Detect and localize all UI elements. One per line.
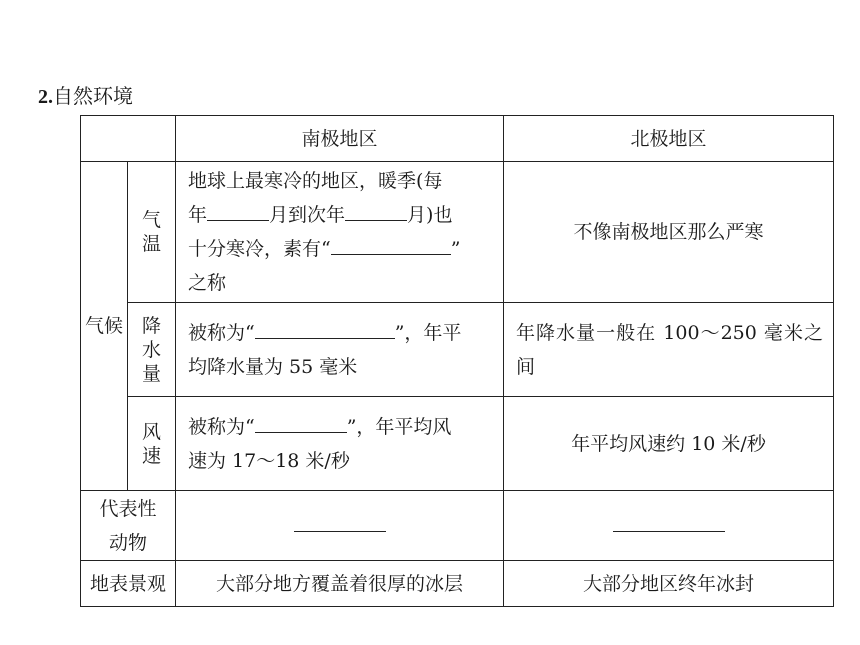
row-animals <box>81 491 834 561</box>
blank-animal-north[interactable] <box>613 521 725 532</box>
animals-south <box>176 491 504 561</box>
row-precipitation <box>81 303 834 397</box>
blank-animal-south[interactable] <box>294 521 386 532</box>
landscape-south: 大部分地方覆盖着很厚的冰层 <box>176 561 504 607</box>
header-north: 北极地区 <box>504 116 834 162</box>
animals-north <box>504 491 834 561</box>
precipitation-north: 年降水量一般在 100～250 毫米之间 <box>504 303 834 397</box>
precipitation-label: 降 水 量 <box>128 303 176 397</box>
row-temperature <box>81 162 834 303</box>
precipitation-south: 被称为“ ”，年平 均降水量为 55 毫米 <box>176 303 504 397</box>
temperature-north: 不像南极地区那么严寒 <box>504 162 834 303</box>
blank-nickname-wind[interactable] <box>255 411 347 433</box>
blank-nickname-cold[interactable] <box>331 233 451 255</box>
header-south: 南极地区 <box>176 116 504 162</box>
section-number: 2. <box>38 86 53 108</box>
row-landscape <box>81 561 834 607</box>
landscape-north: 大部分地区终年冰封 <box>504 561 834 607</box>
blank-month-end[interactable] <box>345 199 407 221</box>
temperature-label: 气 温 <box>128 162 176 303</box>
animals-label: 代表性 动物 <box>81 491 176 561</box>
section-title: 自然环境 <box>53 84 133 108</box>
climate-label: 气候 <box>81 162 128 491</box>
row-wind <box>81 397 834 491</box>
temperature-south: 地球上最寒冷的地区，暖季(每 年 月到次年 月)也 十分寒冷，素有“ ” 之称 <box>176 162 504 303</box>
blank-nickname-dry[interactable] <box>255 317 395 339</box>
blank-month-start[interactable] <box>207 199 269 221</box>
environment-table <box>80 115 834 607</box>
wind-north: 年平均风速约 10 米/秒 <box>504 397 834 491</box>
header-row <box>81 116 834 162</box>
landscape-label: 地表景观 <box>81 561 176 607</box>
section-heading <box>38 80 133 109</box>
wind-south: 被称为“ ”，年平均风 速为 17～18 米/秒 <box>176 397 504 491</box>
wind-label: 风 速 <box>128 397 176 491</box>
corner-cell <box>81 116 176 162</box>
